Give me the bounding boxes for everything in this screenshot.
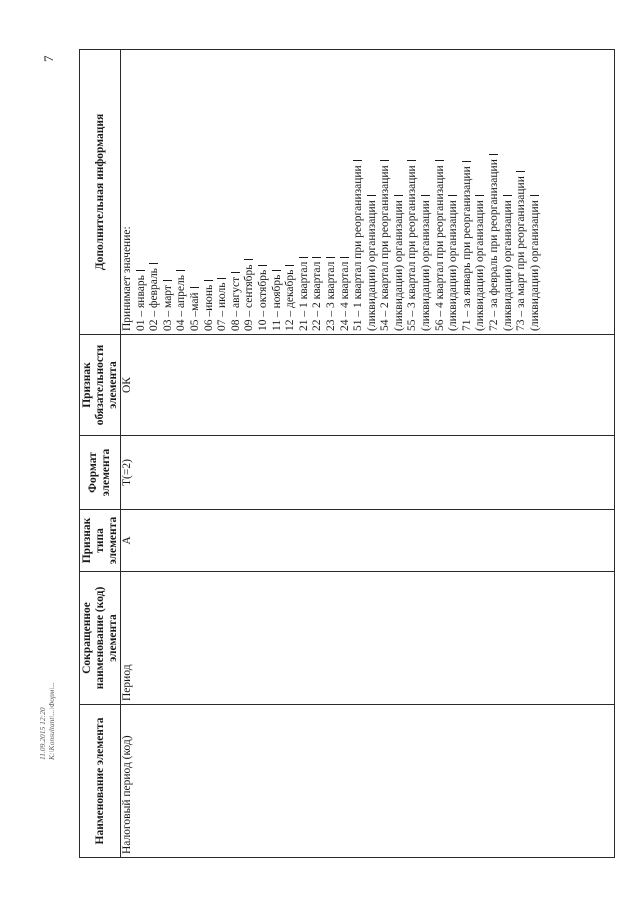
- info-line-text: 55 – 3 квартал при реорганизации: [406, 165, 419, 331]
- info-line: [148, 53, 162, 331]
- underline-mark: [448, 195, 457, 196]
- info-line: [311, 53, 325, 331]
- underline-mark: [394, 195, 403, 196]
- underline-mark: [326, 257, 335, 258]
- info-line-text: 11 – ноябрь: [270, 274, 283, 331]
- info-line: [420, 53, 434, 331]
- info-line-text: 54 – 2 квартал при реорганизации: [379, 165, 392, 331]
- info-line: [339, 53, 353, 331]
- info-line: [366, 53, 380, 331]
- info-line-text: 02 – февраль: [148, 268, 161, 331]
- underline-mark: [217, 278, 226, 279]
- underline-mark: [340, 257, 349, 258]
- stamp-line: 11.09.2015 12:20: [38, 707, 47, 760]
- underline-mark: [380, 160, 389, 161]
- info-line: [257, 53, 271, 331]
- info-line: [379, 53, 393, 331]
- info-line-text: 72 – за февраль при реорганизации: [488, 159, 501, 331]
- info-line-text: (ликвидации) организации: [365, 200, 378, 331]
- info-line: [203, 53, 217, 331]
- info-line-text: 07 – июль: [216, 282, 229, 331]
- underline-mark: [231, 272, 240, 273]
- info-line: [488, 53, 502, 331]
- underline-mark: [285, 265, 294, 266]
- info-line-text: 56 – 4 квартал при реорганизации: [433, 165, 446, 331]
- info-line-text: (ликвидации) организации: [474, 200, 487, 331]
- info-line-text: Принимает значение:: [121, 226, 133, 331]
- underline-mark: [530, 195, 539, 196]
- underline-mark: [421, 195, 430, 196]
- info-line: [474, 53, 488, 331]
- print-stamp: [38, 682, 56, 760]
- info-line: [243, 53, 257, 331]
- underline-mark: [407, 160, 416, 161]
- table-row: [121, 50, 615, 858]
- header-short-name-code: Сокращенное наименование (код) элемента: [80, 572, 121, 705]
- info-line-text: (ликвидации) организации: [528, 200, 541, 331]
- info-line-text: (ликвидации) организации: [447, 200, 460, 331]
- underline-mark: [435, 160, 444, 161]
- info-line-text: 04 – апрель: [175, 275, 188, 331]
- underline-mark: [204, 280, 213, 281]
- stamp-line: К:\Konsultant\...\Форм\...: [47, 682, 56, 760]
- info-line: [515, 53, 529, 331]
- header-element-name: Наименование элемента: [80, 705, 121, 858]
- info-line: [529, 53, 543, 331]
- underline-mark: [475, 195, 484, 196]
- info-line-text: 51 – 1 квартал при реорганизации: [352, 165, 365, 331]
- cell-required-flag: ОК: [121, 335, 615, 436]
- underline-mark: [163, 280, 172, 281]
- info-line: [434, 53, 448, 331]
- info-line: [284, 53, 298, 331]
- underline-mark: [176, 270, 185, 271]
- info-line-text: 73 – за март при реорганизации: [515, 176, 528, 331]
- underline-mark: [136, 270, 145, 271]
- element-spec-table: [79, 49, 615, 858]
- info-line: [175, 53, 189, 331]
- info-line: [216, 53, 230, 331]
- info-line-text: 01 – январь: [134, 275, 147, 331]
- header-additional-info: Дополнительная информация: [80, 50, 121, 335]
- underline-mark: [299, 257, 308, 258]
- info-line-text: 08 – август: [229, 276, 242, 331]
- cell-short-name-code: Период: [121, 572, 615, 705]
- info-line-text: 24 – 4 квартал: [338, 261, 351, 331]
- underline-mark: [258, 265, 267, 266]
- underline-mark: [272, 270, 281, 271]
- underline-mark: [312, 257, 321, 258]
- info-line-text: 10 – октябрь: [256, 269, 269, 331]
- info-line: [406, 53, 420, 331]
- header-required-flag: Признак обязательности элемента: [80, 335, 121, 436]
- underline-mark: [367, 195, 376, 196]
- info-line-text: 06 –июнь: [202, 284, 215, 331]
- info-line: [393, 53, 407, 331]
- info-line-text: (ликвидации) организации: [420, 200, 433, 331]
- info-line: [162, 53, 176, 331]
- info-line: [135, 53, 149, 331]
- underline-mark: [244, 259, 253, 260]
- header-format: Формат элемента: [80, 436, 121, 510]
- rotated-table-canvas: [79, 50, 615, 858]
- info-line: [325, 53, 339, 331]
- info-line-text: 23 – 3 квартал: [324, 261, 337, 331]
- underline-mark: [353, 160, 362, 161]
- info-line-text: (ликвидации) организации: [501, 200, 514, 331]
- additional-info-list: [121, 53, 542, 331]
- cell-format: Т(=2): [121, 436, 615, 510]
- underline-mark: [516, 171, 525, 172]
- info-line-text: 71 – за январь при реорганизации: [460, 166, 473, 331]
- info-line-text: 03 – март: [161, 285, 174, 331]
- info-line: [352, 53, 366, 331]
- info-line: [121, 53, 135, 331]
- info-line: [298, 53, 312, 331]
- info-line: [271, 53, 285, 331]
- cell-type-flag: А: [121, 510, 615, 572]
- info-line-text: 21 – 1 квартал: [297, 261, 310, 331]
- info-line-text: (ликвидации) организации: [392, 200, 405, 331]
- info-line-text: 09 – сентябрь: [243, 264, 256, 331]
- underline-mark: [503, 195, 512, 196]
- cell-element-name: Налоговый период (код): [121, 705, 615, 858]
- info-line-text: 12 – декабрь: [284, 269, 297, 331]
- underline-mark: [489, 154, 498, 155]
- underline-mark: [462, 161, 471, 162]
- info-line-text: 22 – 2 квартал: [311, 261, 324, 331]
- info-line: [447, 53, 461, 331]
- info-line: [502, 53, 516, 331]
- info-line: [189, 53, 203, 331]
- page-number: 7: [41, 55, 56, 62]
- header-type-flag: Признак типа элемента: [80, 510, 121, 572]
- info-line: [461, 53, 475, 331]
- underline-mark: [190, 287, 199, 288]
- cell-additional-info: [121, 50, 615, 335]
- underline-mark: [149, 263, 158, 264]
- info-line: [230, 53, 244, 331]
- header-row: [80, 50, 121, 858]
- info-line-text: 05 –май: [188, 292, 201, 331]
